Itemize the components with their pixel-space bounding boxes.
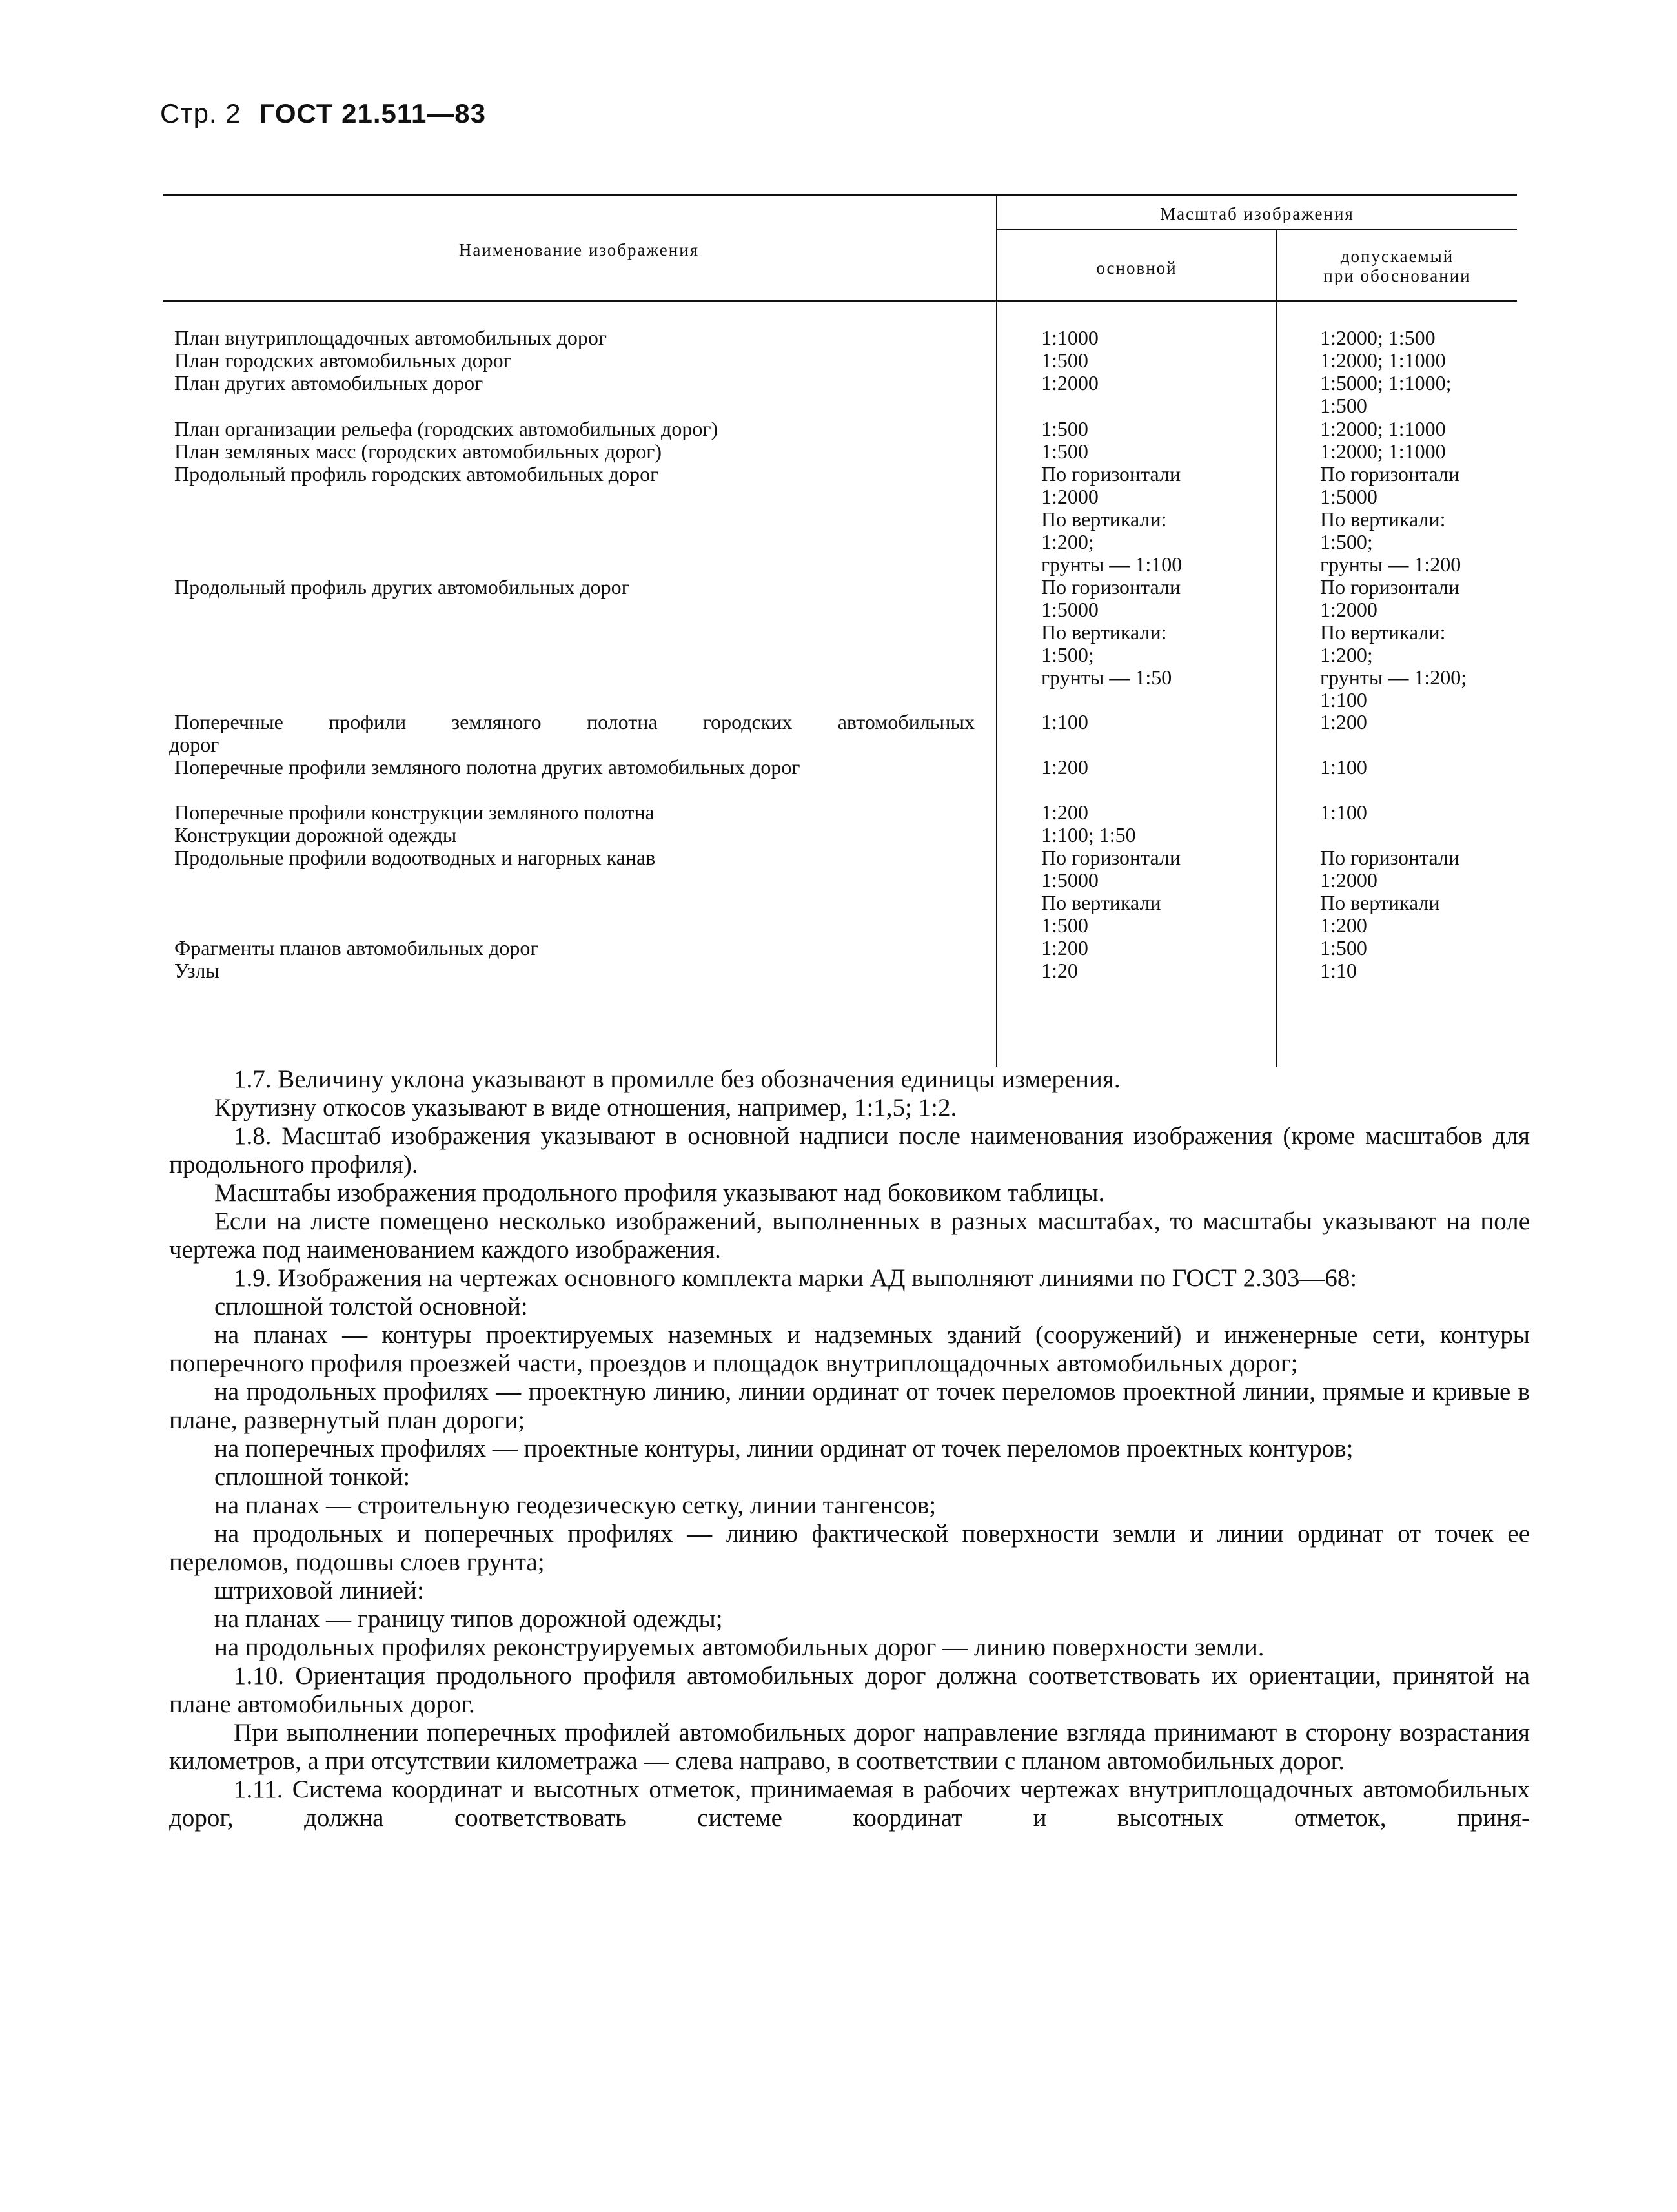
table-row-main: По горизонтали 1:5000 По вертикали: 1:500; грунты — 1:50 bbox=[1041, 575, 1181, 689]
table-column-divider-2 bbox=[1276, 230, 1277, 1067]
page-header bbox=[160, 98, 486, 129]
paragraph: штриховой линией: bbox=[214, 1577, 424, 1604]
table-row-main: 1:200 1:100; 1:50 По горизонтали 1:5000 По вертикали 1:500 bbox=[1041, 801, 1181, 937]
column-header-main: основной bbox=[1096, 258, 1177, 278]
paragraph: 1.10. Ориентация продольного профиля автомобильных дорог должна соответствовать их ориентации, принятой на плане автомобильных дорог. bbox=[169, 1662, 1530, 1718]
table-column-divider-1 bbox=[996, 196, 997, 1067]
paragraph: на продольных и поперечных профилях — линию фактической поверхности земли и линии ординат от точек ее переломов, подошвы слоев грунта; bbox=[169, 1520, 1530, 1576]
paragraph: на поперечных профилях — проектные контуры, линии ординат от точек переломов проектных контуров; bbox=[214, 1435, 1354, 1462]
page-number: Стр. 2 bbox=[160, 98, 241, 128]
table-row-name-continued: дорог bbox=[169, 733, 219, 756]
table-row-alt: 1:500 1:10 bbox=[1320, 936, 1367, 982]
table-row-main: 1:100 bbox=[1041, 710, 1088, 733]
paragraph: 1.8. Масштаб изображения указывают в основной надписи после наименования изображения (кроме масштабов для продольного профиля). bbox=[169, 1122, 1530, 1178]
paragraph: Если на листе помещено несколько изображений, выполненных в разных масштабах, то масштабы указывают на поле чертежа под наименованием каждого изображения. bbox=[169, 1207, 1530, 1264]
table-row-main: 1:1000 1:500 1:2000 bbox=[1041, 326, 1099, 394]
table-row-alt: 1:100 По горизонтали 1:2000 По вертикали 1:200 bbox=[1320, 801, 1460, 937]
body-text bbox=[169, 1065, 1530, 1832]
table-row-name: Фрагменты планов автомобильных дорог Узлы bbox=[174, 936, 539, 982]
table-row-name: План внутриплощадочных автомобильных дорог План городских автомобильных дорог План других автомобильных дорог bbox=[174, 326, 607, 394]
table-header-rule bbox=[163, 300, 1517, 302]
table-row-name: Поперечные профили земляного полотна других автомобильных дорог bbox=[174, 755, 800, 779]
paragraph: сплошной тонкой: bbox=[214, 1463, 411, 1491]
paragraph: на планах — границу типов дорожной одежды; bbox=[214, 1605, 723, 1633]
table-row-name: Поперечные профили земляного полотна городских автомобильных bbox=[174, 710, 975, 733]
table-subheader-rule bbox=[997, 229, 1517, 230]
table-top-rule bbox=[163, 194, 1517, 196]
column-header-allowed: допускаемый при обосновании bbox=[1323, 247, 1471, 285]
table-row-name: План организации рельефа (городских автомобильных дорог) План земляных масс (городских автомобильных дорог) Продольный профиль городских автомобильных дорог bbox=[174, 417, 718, 486]
paragraph: 1.7. Величину уклона указывают в промилле без обозначения единицы измерения. bbox=[234, 1065, 1121, 1093]
column-header-name: Наименование изображения bbox=[458, 240, 700, 260]
paragraph: 1.9. Изображения на чертежах основного комплекта марки АД выполняют линиями по ГОСТ 2.303—68: bbox=[234, 1264, 1357, 1292]
column-header-scale: Масштаб изображения bbox=[1160, 204, 1354, 223]
paragraph: на планах — строительную геодезическую сетку, линии тангенсов; bbox=[214, 1491, 937, 1519]
paragraph: Масштабы изображения продольного профиля указывают над боковиком таблицы. bbox=[214, 1179, 1105, 1207]
paragraph: на продольных профилях — проектную линию, линии ординат от точек переломов проектной линии, прямые и кривые в плане, развернутый план дороги; bbox=[169, 1378, 1530, 1434]
table-row-main: 1:200 1:20 bbox=[1041, 936, 1088, 982]
paragraph: на продольных профилях реконструируемых автомобильных дорог — линию поверхности земли. bbox=[214, 1633, 1265, 1661]
table-row-main: 1:200 bbox=[1041, 755, 1088, 779]
table-row-alt: 1:2000; 1:500 1:2000; 1:1000 1:5000; 1:1000; 1:500 bbox=[1320, 326, 1452, 417]
table-row-alt: По горизонтали 1:2000 По вертикали: 1:200; грунты — 1:200; 1:100 bbox=[1320, 575, 1467, 712]
table-row-alt: 1:200 bbox=[1320, 710, 1367, 733]
table-row-name: Продольный профиль других автомобильных дорог bbox=[174, 575, 630, 599]
paragraph: сплошной толстой основной: bbox=[214, 1293, 528, 1320]
table-row-main: 1:500 1:500 По горизонтали 1:2000 По вертикали: 1:200; грунты — 1:100 bbox=[1041, 417, 1183, 576]
table-row-alt: 1:100 bbox=[1320, 755, 1367, 779]
table-row-alt: 1:2000; 1:1000 1:2000; 1:1000 По горизонтали 1:5000 По вертикали: 1:500; грунты — 1:200 bbox=[1320, 417, 1461, 576]
paragraph: 1.11. Система координат и высотных отметок, принимаемая в рабочих чертежах внутриплощадочных автомобильных дорог, должна соответствовать системе координат и высотных отметок, приня- bbox=[169, 1776, 1530, 1832]
table-row-name: Поперечные профили конструкции земляного полотна Конструкции дорожной одежды Продольные профили водоотводных и нагорных канав bbox=[174, 801, 656, 869]
paragraph: на планах — контуры проектируемых наземных и надземных зданий (сооружений) и инженерные сети, контуры поперечного профиля проезжей части, проездов и площадок внутриплощадочных автомобильных дорог; bbox=[169, 1321, 1530, 1377]
paragraph: При выполнении поперечных профилей автомобильных дорог направление взгляда принимают в сторону возрастания километров, а при отсутствии километража — слева направо, в соответствии с планом автомобильных дорог. bbox=[169, 1719, 1530, 1775]
paragraph: Крутизну откосов указывают в виде отношения, например, 1:1,5; 1:2. bbox=[214, 1094, 957, 1121]
standard-number: ГОСТ 21.511—83 bbox=[259, 98, 487, 128]
